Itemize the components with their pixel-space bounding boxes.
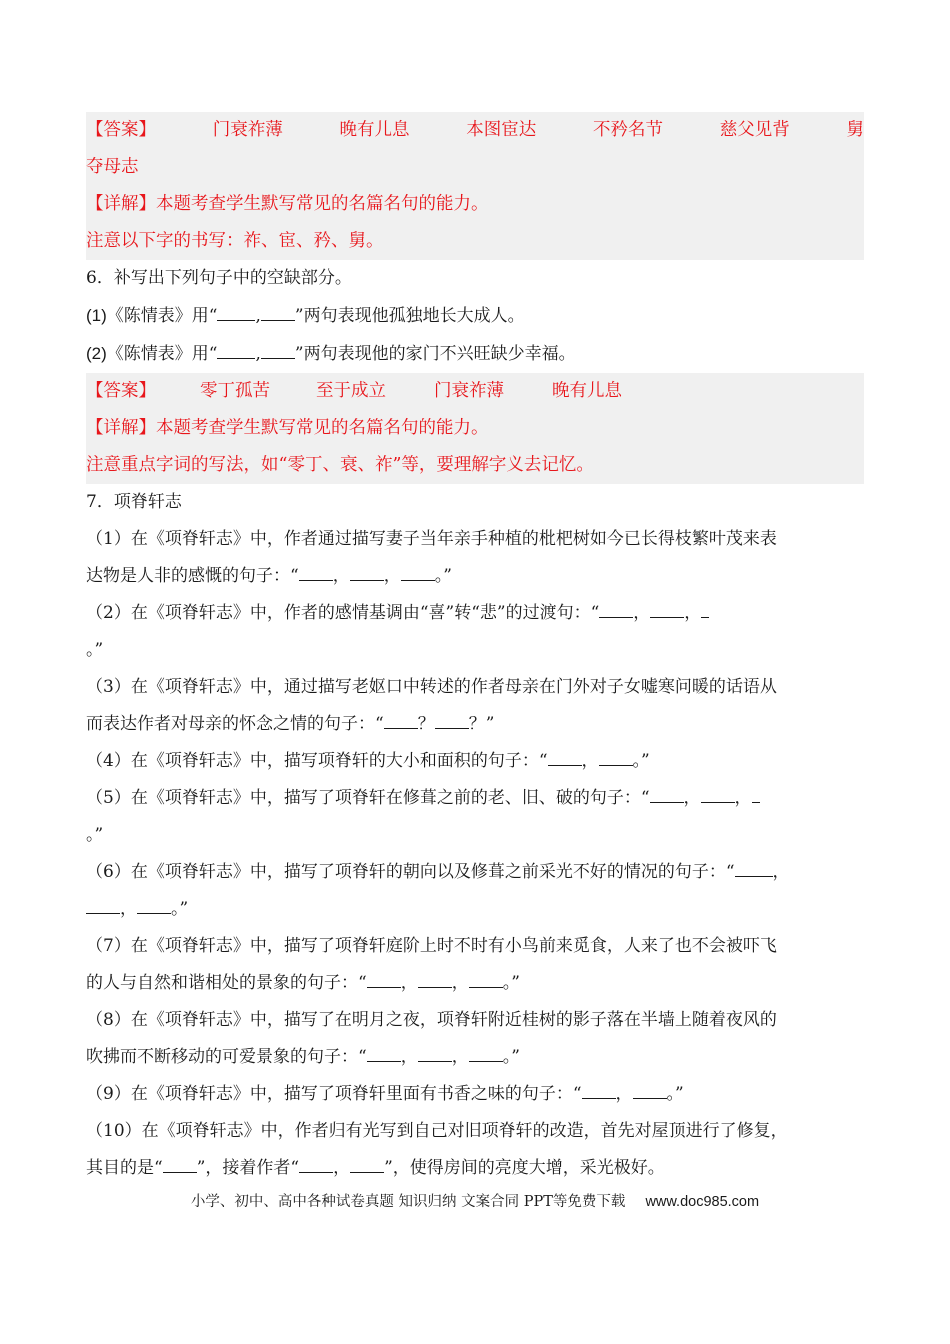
answer-wrap: 夺母志 — [86, 157, 139, 177]
answer-item: 晚有儿息 — [552, 381, 622, 401]
answer-blank[interactable] — [217, 303, 255, 321]
q7-sub-9: （9）在《项脊轩志》中，描写了项脊轩里面有书香之味的句子：“ ， 。” — [86, 1076, 864, 1113]
answer-blank[interactable] — [633, 1081, 667, 1099]
answer-blank[interactable] — [350, 563, 384, 581]
answer-blank[interactable] — [701, 600, 709, 618]
answer-item: 舅 — [846, 120, 864, 140]
answer-blank[interactable] — [435, 711, 469, 729]
answer-blank[interactable] — [582, 1081, 616, 1099]
q7-sub-5: （5）在《项脊轩志》中，描写了项脊轩在修葺之前的老、旧、破的句子：“ ， ， 。” — [86, 780, 864, 854]
answer-note: 注意以下字的书写：祚、宦、矜、舅。 — [86, 231, 384, 251]
answer-item: 门衰祚薄 — [434, 381, 504, 401]
answer-label: 【答案】 — [86, 120, 156, 140]
answer-blank[interactable] — [599, 600, 633, 618]
q7-sub-4: （4）在《项脊轩志》中，描写项脊轩的大小和面积的句子：“ ， 。” — [86, 743, 864, 780]
q7-sub-8: （8）在《项脊轩志》中，描写了在明月之夜，项脊轩附近桂树的影子落在半墙上随着夜风的 吹拂而不断移动的可爱景象的句子：“ ， ， 。” — [86, 1010, 777, 1067]
answer-blank[interactable] — [261, 303, 295, 321]
answer-blank[interactable] — [650, 785, 684, 803]
page-footer — [0, 1190, 950, 1211]
answer-blank[interactable] — [384, 711, 418, 729]
answer-label: 【答案】 — [86, 381, 156, 401]
answer-blank[interactable] — [701, 785, 735, 803]
question-6-item-1: (1)《陈情表》用“ , ”两句表现他孤独地长大成人。 — [86, 297, 864, 335]
answer-line — [86, 373, 864, 410]
answer-item: 晚有儿息 — [339, 120, 410, 140]
answer-blank[interactable] — [418, 1044, 452, 1062]
q7-sub-1: （1）在《项脊轩志》中，作者通过描写妻子当年亲手种植的枇杷树如今已长得枝繁叶茂来表 达物是人非的感慨的句子：“ ， ， 。” — [86, 529, 777, 586]
question-6-item-2: (2)《陈情表》用“ , ”两句表现他的家门不兴旺缺少幸福。 — [86, 335, 864, 373]
footer-text: 小学、初中、高中各种试卷真题 知识归纳 文案合同 PPT等免费下载 — [190, 1194, 626, 1210]
answer-blank[interactable] — [752, 785, 760, 803]
answer-block-6 — [86, 373, 864, 484]
answer-blank[interactable] — [350, 1155, 384, 1173]
answer-blank[interactable] — [367, 1044, 401, 1062]
answer-blank[interactable] — [367, 970, 401, 988]
answer-blank[interactable] — [163, 1155, 197, 1173]
q7-sub-10: （10）在《项脊轩志》中，作者归有光写到自己对旧项脊轩的改造，首先对屋顶进行了修复， 其目的是“ ”，接着作者“ ， ”，使得房间的亮度大增，采光极好。 — [86, 1121, 788, 1178]
answer-item: 零丁孤苦 — [200, 381, 270, 401]
answer-detail: 【详解】本题考查学生默写常见的名篇名句的能力。 — [86, 194, 489, 214]
answer-blank[interactable] — [735, 859, 773, 877]
question-7-title: 7．项脊轩志 — [86, 492, 182, 512]
q7-sub-6: （6）在《项脊轩志》中，描写了项脊轩的朝向以及修葺之前采光不好的情况的句子：“ ， ， 。” — [86, 854, 864, 928]
answer-blank[interactable] — [299, 1155, 333, 1173]
answer-blank[interactable] — [261, 341, 295, 359]
q7-sub-7: （7）在《项脊轩志》中，描写了项脊轩庭阶上时不时有小鸟前来觅食，人来了也不会被吓飞 的人与自然和谐相处的景象的句子：“ ， ， 。” — [86, 936, 777, 993]
answer-item: 门衰祚薄 — [212, 120, 283, 140]
answer-item: 慈父见背 — [719, 120, 790, 140]
q7-sub-2: （2）在《项脊轩志》中，作者的感情基调由“喜”转“悲”的过渡句：“ ， ， 。” — [86, 595, 864, 669]
footer-url[interactable]: www.doc985.com — [645, 1194, 760, 1210]
answer-blank[interactable] — [418, 970, 452, 988]
answer-blank[interactable] — [469, 1044, 503, 1062]
answer-note: 注意重点字词的写法，如“零丁、衰、祚”等，要理解字义去记忆。 — [86, 455, 594, 475]
answer-item: 不矜名节 — [593, 120, 663, 140]
answer-blank[interactable] — [650, 600, 684, 618]
answer-blank[interactable] — [548, 748, 582, 766]
answer-blank[interactable] — [469, 970, 503, 988]
answer-line — [86, 112, 864, 149]
answer-blank[interactable] — [599, 748, 633, 766]
q7-sub-3: （3）在《项脊轩志》中，通过描写老妪口中转述的作者母亲在门外对子女嘘寒问暖的话语从 而表达作者对母亲的怀念之情的句子：“ ？ ？” — [86, 677, 777, 734]
answer-blank[interactable] — [401, 563, 435, 581]
answer-detail: 【详解】本题考查学生默写常见的名篇名句的能力。 — [86, 418, 489, 438]
answer-block-5 — [86, 112, 864, 260]
answer-blank[interactable] — [137, 896, 171, 914]
document-page — [86, 112, 864, 1187]
answer-blank[interactable] — [217, 341, 255, 359]
answer-item: 至于成立 — [316, 381, 386, 401]
answer-item: 本图宦达 — [466, 120, 537, 140]
answer-blank[interactable] — [299, 563, 333, 581]
answer-blank[interactable] — [86, 896, 120, 914]
question-6-title: 6．补写出下列句子中的空缺部分。 — [86, 268, 352, 288]
